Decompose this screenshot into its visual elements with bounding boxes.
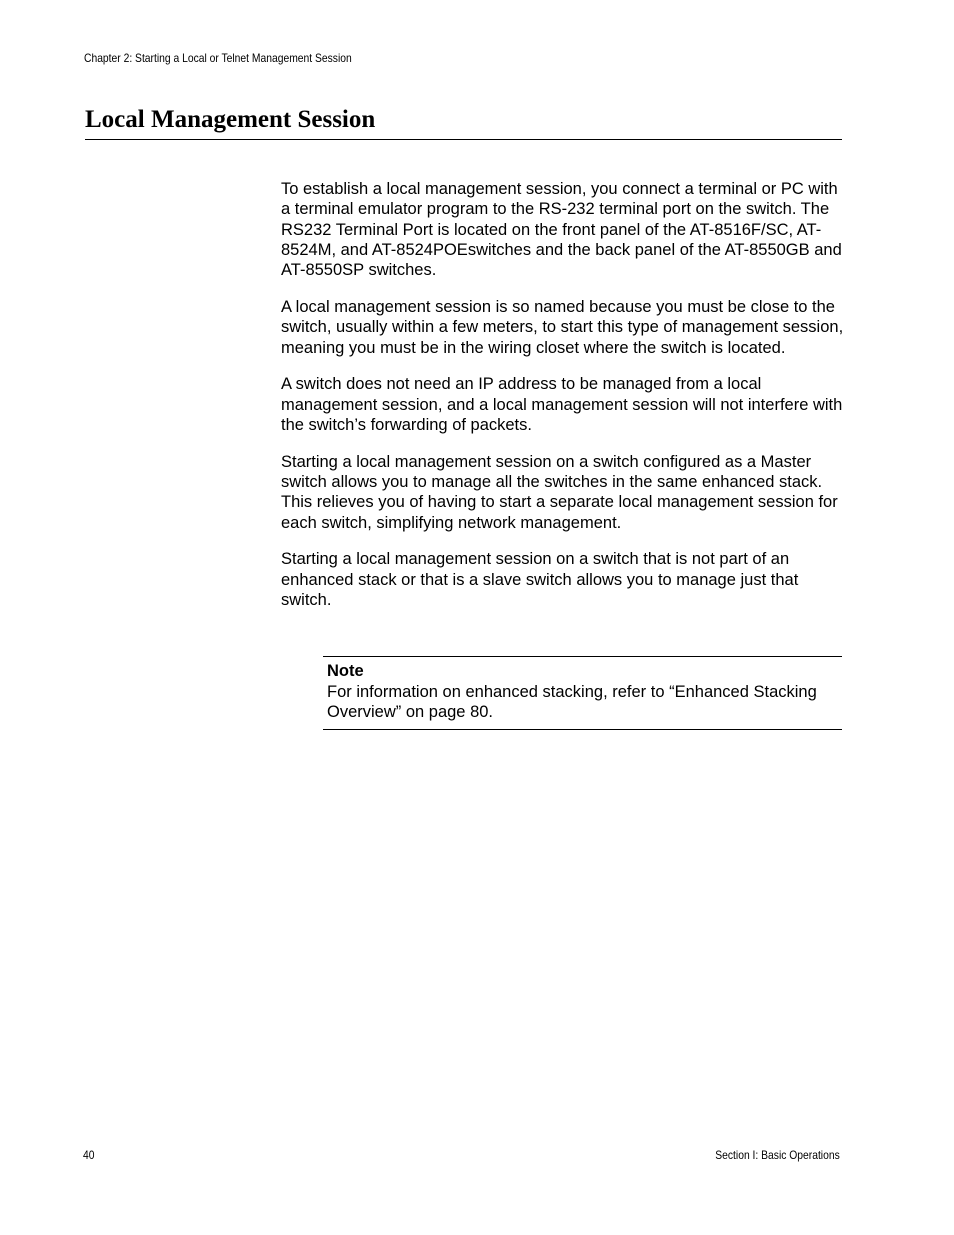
running-footer: Section I: Basic Operations bbox=[715, 1148, 840, 1162]
note-text: For information on enhanced stacking, refer to “Enhanced Stacking Overview” on page 80. bbox=[327, 682, 817, 721]
paragraph: A switch does not need an IP address to be managed from a local management session, and a local management session will not interfere with the switch’s forwarding of packets. bbox=[281, 375, 843, 434]
paragraph: Starting a local management session on a switch configured as a Master switch allows you to manage all the switches in the same enhanced stack. This relieves you of having to start a separate local management session for each switch, simplifying network management. bbox=[281, 452, 838, 532]
section-title: Local Management Session bbox=[85, 106, 376, 133]
body-text bbox=[281, 179, 846, 627]
note-box bbox=[323, 656, 842, 730]
page-number: 40 bbox=[83, 1148, 95, 1162]
note-label: Note bbox=[327, 662, 364, 680]
title-divider bbox=[85, 139, 842, 140]
paragraph: To establish a local management session, you connect a terminal or PC with a terminal emulator program to the RS-232 terminal port on the switch. The RS232 Terminal Port is located on the front panel of the AT-8516F/SC, AT-8524M, and AT-8524POEswitches and the back panel of the AT-8550GB and AT-8550SP switches. bbox=[281, 180, 842, 280]
paragraph: Starting a local management session on a switch that is not part of an enhanced stack or that is a slave switch allows you to manage just that switch. bbox=[281, 550, 799, 610]
running-header: Chapter 2: Starting a Local or Telnet Management Session bbox=[84, 51, 352, 65]
paragraph: A local management session is so named because you must be close to the switch, usually within a few meters, to start this type of management session, meaning you must be in the wiring closet where the switch is located. bbox=[281, 297, 844, 357]
